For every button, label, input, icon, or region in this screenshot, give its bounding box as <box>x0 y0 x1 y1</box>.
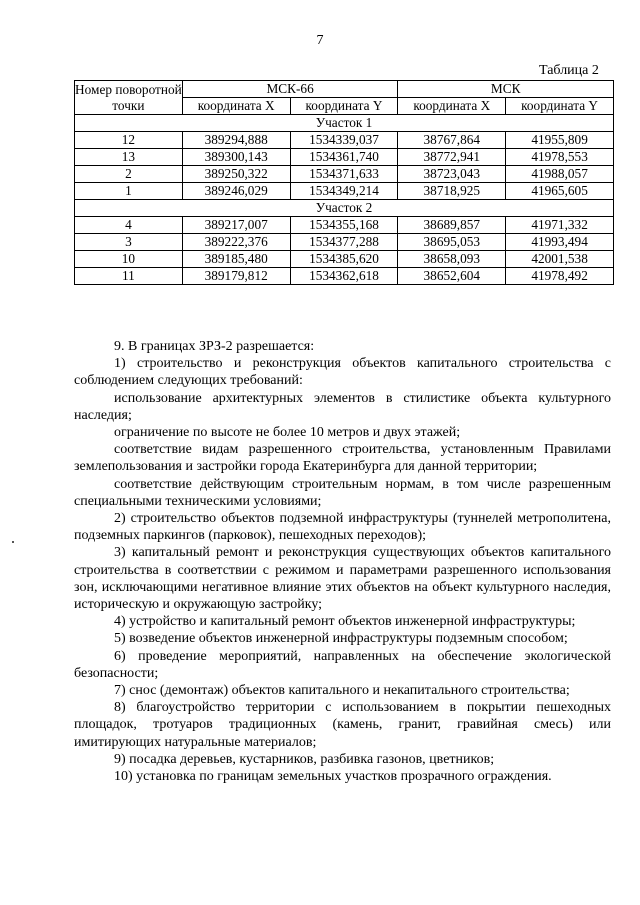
msk-y-header: координата Y <box>506 98 614 115</box>
msk-x-header: координата X <box>398 98 506 115</box>
table-cell: 41955,809 <box>506 132 614 149</box>
msk66-x-header: координата X <box>182 98 290 115</box>
paragraph: соответствие действующим строительным нормам, в том числе разрешенным специальными техническими условиями; <box>74 476 611 509</box>
msk66-y-header: координата Y <box>290 98 398 115</box>
table-cell: 1534371,633 <box>290 166 398 183</box>
paragraph: 4) устройство и капитальный ремонт объектов инженерной инфраструктуры; <box>114 614 576 630</box>
table-cell: 41965,605 <box>506 183 614 200</box>
paragraph: 6) проведение мероприятий, направленных на обеспечение экологической безопасности; <box>74 648 611 681</box>
coordinates-table <box>74 80 614 285</box>
paragraph: 3) капитальный ремонт и реконструкция существующих объектов капитального строительства в соответствии с режимом и параметрами разрешенного использования зон, исключающими негативное влияние этих объектов на объект культурного наследия, историческую и окружающую застройку; <box>74 545 611 613</box>
table-cell: 389250,322 <box>182 166 290 183</box>
table-body <box>75 115 614 285</box>
body-text <box>74 338 611 785</box>
table-cell: 41971,332 <box>506 217 614 234</box>
page-number: 7 <box>316 33 324 48</box>
table-cell: 3 <box>75 234 183 251</box>
table-cell: 4 <box>75 217 183 234</box>
paragraph: 10) установка по границам земельных участков прозрачного ограждения. <box>114 769 552 785</box>
paragraph: 7) снос (демонтаж) объектов капитального и некапитального строительства; <box>114 683 570 699</box>
table-row <box>75 217 614 234</box>
table-cell: 389217,007 <box>182 217 290 234</box>
table-caption: Таблица 2 <box>539 63 599 78</box>
table-row <box>75 149 614 166</box>
table-cell: 38652,604 <box>398 268 506 285</box>
table-cell: 38718,925 <box>398 183 506 200</box>
table-cell: 38658,093 <box>398 251 506 268</box>
table-row <box>75 234 614 251</box>
table-row <box>75 251 614 268</box>
paragraph: соответствие видам разрешенного строительства, установленным Правилами землепользования и застройки города Екатеринбурга для данной территории; <box>74 442 611 475</box>
table-cell: 1534349,214 <box>290 183 398 200</box>
msk-header: МСК <box>398 81 614 98</box>
table-cell: 389246,029 <box>182 183 290 200</box>
table-cell: 38689,857 <box>398 217 506 234</box>
table-cell: 41978,553 <box>506 149 614 166</box>
table-row <box>75 183 614 200</box>
table-cell: 389294,888 <box>182 132 290 149</box>
table-cell: 41988,057 <box>506 166 614 183</box>
table-cell: 10 <box>75 251 183 268</box>
table-row <box>75 166 614 183</box>
table-cell: 13 <box>75 149 183 166</box>
table-cell: 41993,494 <box>506 234 614 251</box>
point-number-header: Номер поворотной точки <box>75 81 182 113</box>
section-title: Участок 2 <box>75 200 614 217</box>
table-cell: 2 <box>75 166 183 183</box>
paragraph: 8) благоустройство территории с использованием в покрытии пешеходных площадок, тротуаров традиционных (камень, гранит, гравийная смесь) или имитирующих натуральные материалов; <box>74 700 611 750</box>
paragraph: 2) строительство объектов подземной инфраструктуры (туннелей метрополитена, подземных паркингов (парковок), пешеходных переходов); <box>74 511 611 544</box>
scan-mark <box>12 541 14 543</box>
section-title: Участок 1 <box>75 115 614 132</box>
table-cell: 1534362,618 <box>290 268 398 285</box>
paragraph: ограничение по высоте не более 10 метров и двух этажей; <box>114 425 461 441</box>
paragraph: 9. В границах ЗРЗ-2 разрешается: <box>114 339 315 354</box>
table-row <box>75 132 614 149</box>
table-row <box>75 268 614 285</box>
table-cell: 38767,864 <box>398 132 506 149</box>
table-cell: 12 <box>75 132 183 149</box>
paragraph: использование архитектурных элементов в стилистике объекта культурного наследия; <box>74 390 611 423</box>
table-cell: 38695,053 <box>398 234 506 251</box>
msk66-header: МСК-66 <box>182 81 398 98</box>
paragraph: 9) посадка деревьев, кустарников, разбивка газонов, цветников; <box>114 751 495 767</box>
table-cell: 1534385,620 <box>290 251 398 268</box>
table-cell: 38723,043 <box>398 166 506 183</box>
table-cell: 389222,376 <box>182 234 290 251</box>
table-cell: 389179,812 <box>182 268 290 285</box>
table-cell: 1534355,168 <box>290 217 398 234</box>
table-cell: 41978,492 <box>506 268 614 285</box>
table-cell: 389185,480 <box>182 251 290 268</box>
table-cell: 38772,941 <box>398 149 506 166</box>
table-cell: 1534339,037 <box>290 132 398 149</box>
table-cell: 42001,538 <box>506 251 614 268</box>
table-cell: 1534361,740 <box>290 149 398 166</box>
table-cell: 389300,143 <box>182 149 290 166</box>
table-cell: 1 <box>75 183 183 200</box>
table-cell: 1534377,288 <box>290 234 398 251</box>
paragraph: 5) возведение объектов инженерной инфраструктуры подземным способом; <box>114 631 568 647</box>
table-cell: 11 <box>75 268 183 285</box>
paragraph: 1) строительство и реконструкция объектов капитального строительства с соблюдением следующих требований: <box>74 356 611 389</box>
